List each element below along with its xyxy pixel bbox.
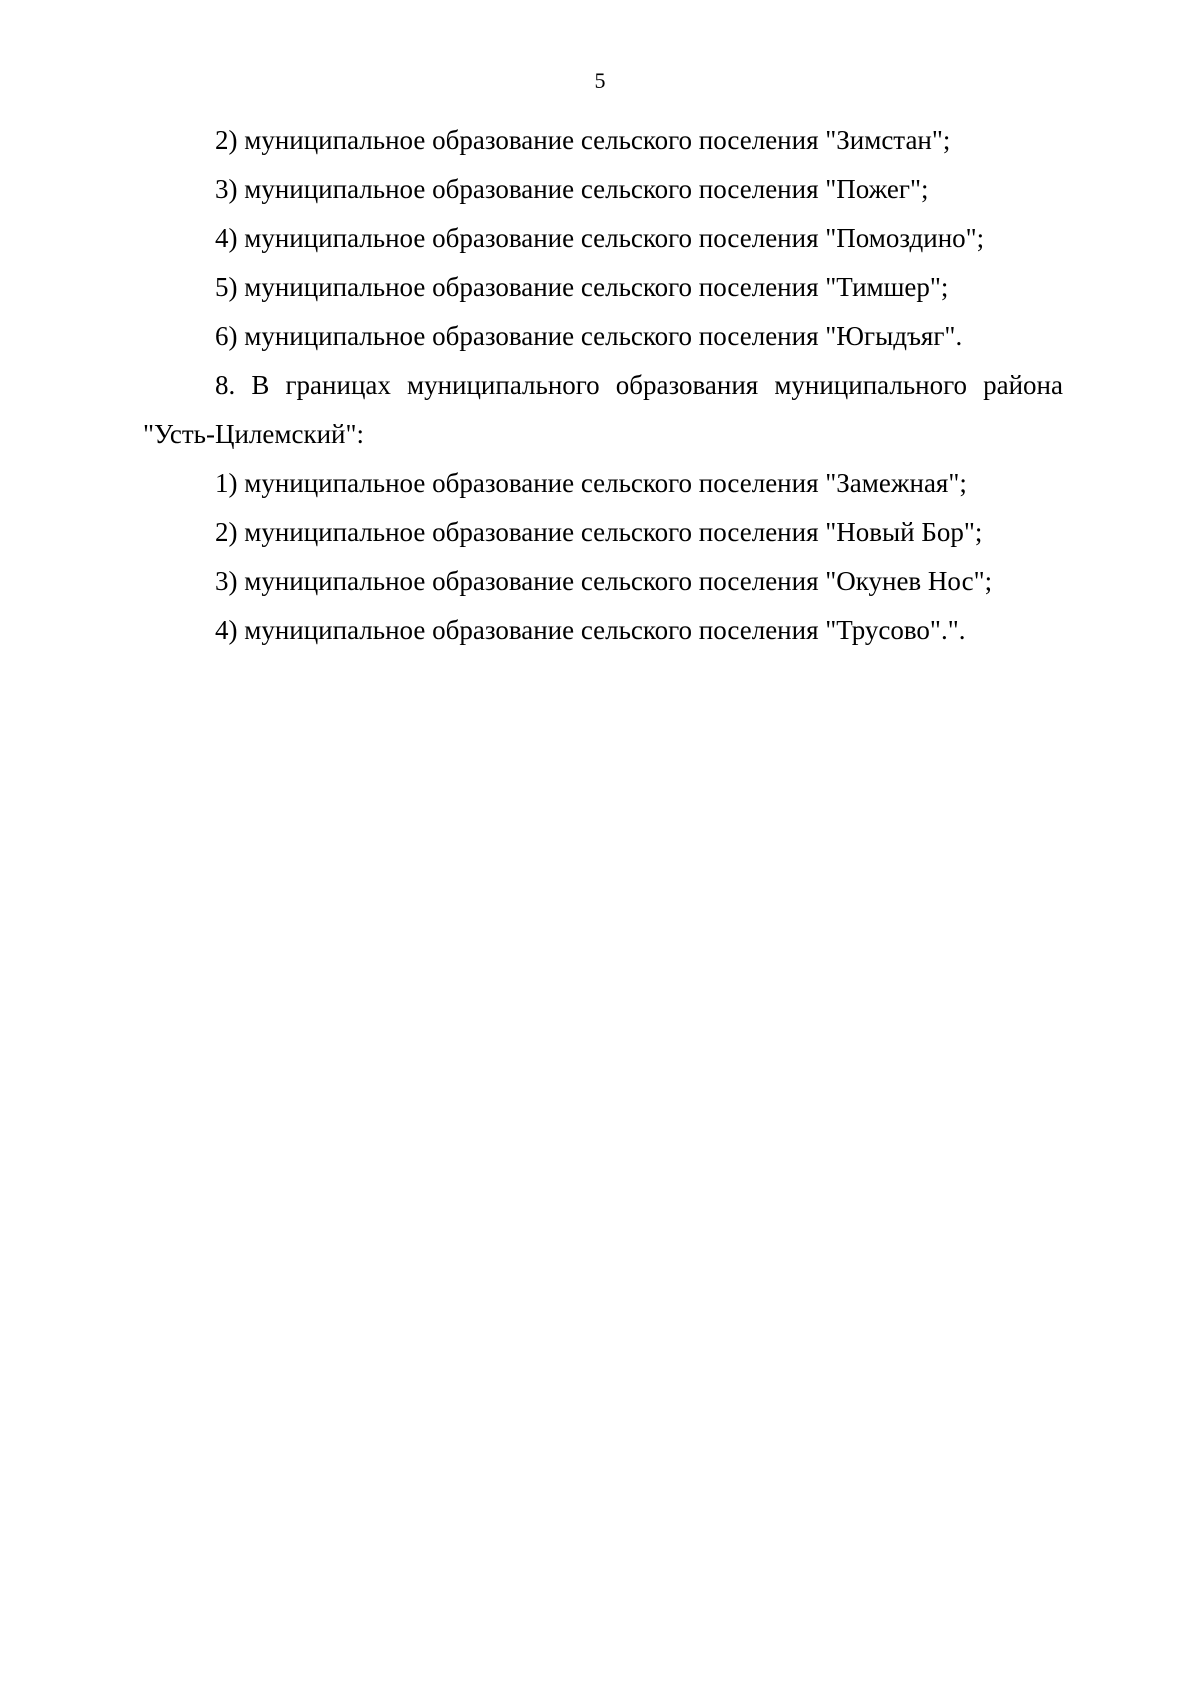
list-item: 4) муниципальное образование сельского поселения "Трусово".". [215, 615, 966, 645]
page-number: 5 [594, 68, 606, 93]
list-item: 4) муниципальное образование сельского поселения "Помоздино"; [215, 223, 985, 253]
list-item: 2) муниципальное образование сельского поселения "Зимстан"; [215, 125, 951, 155]
list-item: 5) муниципальное образование сельского поселения "Тимшер"; [215, 272, 949, 302]
list-item: 2) муниципальное образование сельского поселения "Новый Бор"; [215, 517, 983, 547]
section-heading: 8. В границах муниципального образования муниципального района [215, 370, 1063, 400]
list-item: 3) муниципальное образование сельского поселения "Окунев Нос"; [215, 566, 993, 596]
section-heading-continuation: "Усть-Цилемский": [143, 419, 364, 449]
list-item: 6) муниципальное образование сельского поселения "Югыдъяг". [215, 321, 963, 351]
document-body [143, 116, 1063, 655]
list-item: 1) муниципальное образование сельского поселения "Замежная"; [215, 468, 967, 498]
list-item: 3) муниципальное образование сельского поселения "Пожег"; [215, 174, 929, 204]
